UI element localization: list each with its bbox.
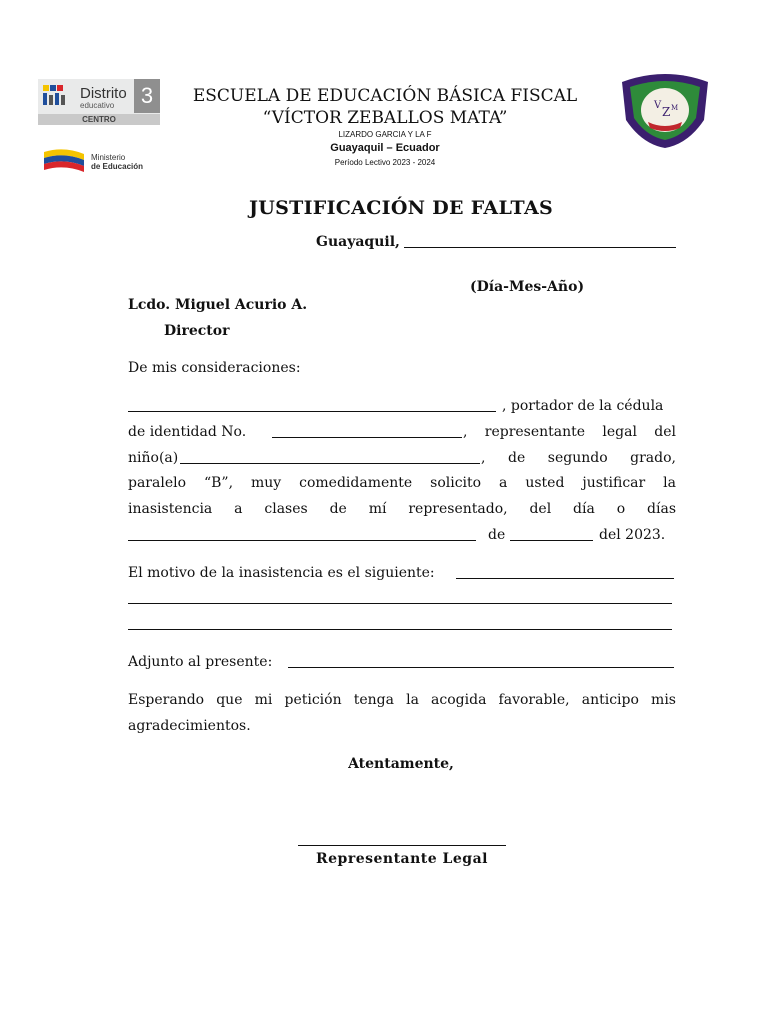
school-crest-icon <box>618 70 712 150</box>
addressee-role: Director <box>164 323 230 339</box>
reason-label: El motivo de la inasistencia es el siguiente: <box>128 565 435 581</box>
body-line6-end: del 2023. <box>599 527 666 543</box>
farewell: Atentamente, <box>348 756 454 772</box>
body-line2-suffix: , representante legal del <box>463 424 676 440</box>
body-line3-suffix: , de segundo grado, <box>481 450 676 466</box>
school-city: Guayaquil – Ecuador <box>330 142 440 154</box>
distrito-number: 3 <box>134 79 160 113</box>
distrito-subtitle: educativo <box>80 101 115 110</box>
svg-text:M: M <box>671 104 679 112</box>
signature-label: Representante Legal <box>316 851 488 867</box>
ministerio-line1: Ministerio <box>91 153 126 162</box>
body-line4: paralelo “B”, muy comedidamente solicito a usted justificar la <box>128 475 676 491</box>
greeting: De mis consideraciones: <box>128 360 301 376</box>
reason-blank-2[interactable] <box>128 603 672 604</box>
distrito-center: CENTRO <box>38 114 160 125</box>
school-name-line2: “VÍCTOR ZEBALLOS MATA” <box>262 108 508 128</box>
document-title: JUSTIFICACIÓN DE FALTAS <box>248 197 554 219</box>
body-line1-suffix: , portador de la cédula <box>502 398 664 414</box>
body-line5: inasistencia a clases de mí representado, del día o días <box>128 501 676 517</box>
closing-line1: Esperando que mi petición tenga la acogida favorable, anticipo mis <box>128 692 676 708</box>
ministerio-logo <box>42 145 152 177</box>
school-name-line1: ESCUELA DE EDUCACIÓN BÁSICA FISCAL <box>192 86 578 106</box>
cedula-number-blank[interactable] <box>272 437 462 438</box>
school-period: Período Lectivo 2023 - 2024 <box>334 158 436 167</box>
body-line2-prefix: de identidad No. <box>128 424 247 440</box>
absence-days-blank[interactable] <box>128 540 476 541</box>
reason-blank-3[interactable] <box>128 629 672 630</box>
student-name-blank[interactable] <box>180 463 480 464</box>
svg-text:V: V <box>654 100 662 111</box>
reason-blank-1[interactable] <box>456 578 674 579</box>
distrito-emblem-icon <box>41 83 67 107</box>
absence-month-blank[interactable] <box>510 540 593 541</box>
attachment-label: Adjunto al presente: <box>128 654 273 670</box>
school-address: LIZARDO GARCIA Y LA F <box>338 130 432 139</box>
closing-line2: agradecimientos. <box>128 718 251 734</box>
svg-text:Z: Z <box>662 105 671 119</box>
date-blank[interactable] <box>404 247 676 248</box>
distrito-logo <box>38 79 160 125</box>
distrito-name: Distrito <box>80 85 127 102</box>
date-format-hint: (Día-Mes-Año) <box>470 279 585 295</box>
ministerio-line2: de Educación <box>91 162 144 171</box>
date-city-label: Guayaquil, <box>316 234 400 250</box>
attachment-blank[interactable] <box>288 667 674 668</box>
body-line6-de: de <box>488 527 506 543</box>
addressee-name: Lcdo. Miguel Acurio A. <box>128 297 308 313</box>
representative-name-blank[interactable] <box>128 411 496 412</box>
ecuador-flag-icon <box>42 148 86 174</box>
body-line3-prefix: niño(a) <box>128 450 179 466</box>
signature-line[interactable] <box>298 845 506 846</box>
